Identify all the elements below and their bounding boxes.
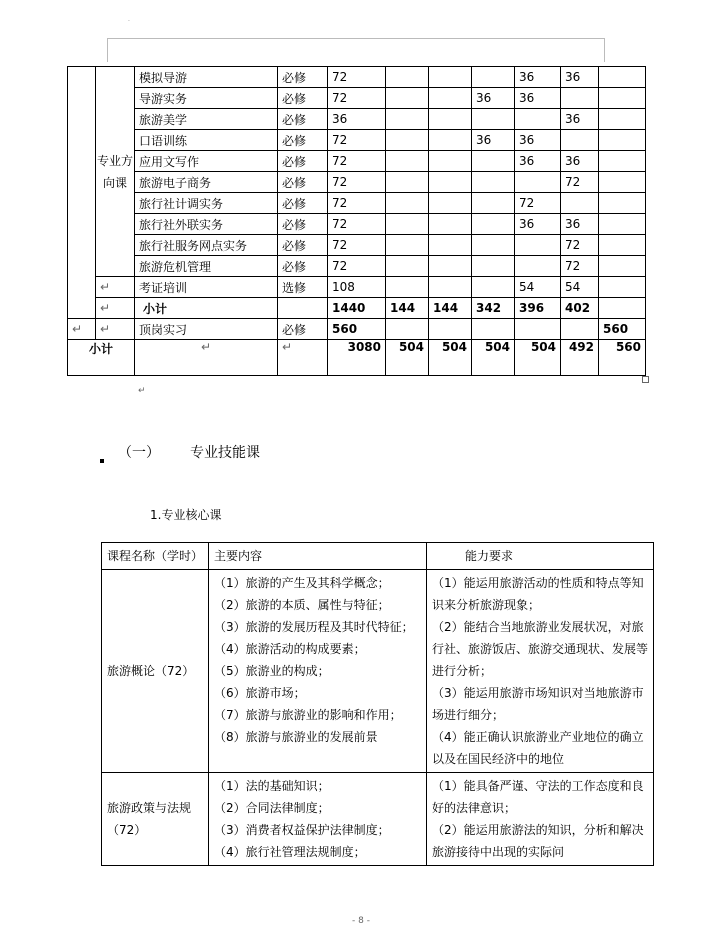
hours-cell: 36 [515, 88, 561, 109]
table-row [68, 109, 646, 130]
crop-mark-left [107, 38, 108, 62]
hours-cell: 560 [328, 319, 386, 340]
hours-cell [599, 193, 646, 214]
header-line [108, 38, 604, 39]
hours-cell: 72 [328, 88, 386, 109]
hours-cell: 72 [328, 214, 386, 235]
hours-cell: 72 [561, 256, 599, 277]
hours-cell [429, 172, 472, 193]
hours-cell: 36 [561, 214, 599, 235]
table-row [68, 256, 646, 277]
hours-cell: 72 [328, 67, 386, 88]
hours-cell: 36 [515, 214, 561, 235]
hours-cell [386, 193, 429, 214]
cell-mark: ↵ [135, 340, 278, 376]
hours-cell [472, 235, 515, 256]
subtotal-label: 小计 [135, 298, 278, 319]
curriculum-hours-table [67, 66, 646, 376]
cell-line: （2）能结合当地旅游业发展状况，对旅行社、旅游饭店、旅游交通现状、发展等进行分析； [432, 620, 649, 678]
hours-cell [386, 130, 429, 151]
hours-cell [429, 151, 472, 172]
course-type-cell: 必修 [278, 235, 328, 256]
cell-line: （1）法的基础知识； [214, 779, 330, 793]
category-cell: 专业方向课 [96, 67, 135, 277]
course-content [209, 773, 427, 866]
course-name-cell: 模拟导游 [135, 67, 278, 88]
hours-cell [472, 214, 515, 235]
crop-mark-right [604, 38, 605, 62]
table-row [68, 214, 646, 235]
hours-cell [386, 172, 429, 193]
cell-line: （4）旅游活动的构成要素； [214, 642, 366, 656]
cell-line: （4）旅行社管理法规制度； [214, 845, 366, 859]
course-type-cell: 必修 [278, 319, 328, 340]
hours-cell: 36 [561, 67, 599, 88]
course-content [209, 570, 427, 773]
cell-line: （1）能具备严谨、守法的工作态度和良好的法律意识； [432, 779, 644, 815]
paragraph-bullet [100, 459, 104, 463]
cell-mark: ↵ [278, 340, 328, 376]
hours-cell [429, 193, 472, 214]
cell-line: （6）旅游市场； [214, 686, 306, 700]
hours-cell [386, 214, 429, 235]
hours-cell: 36 [561, 109, 599, 130]
hours-cell [472, 277, 515, 298]
hours-cell [386, 319, 429, 340]
course-type-cell: 必修 [278, 214, 328, 235]
course-ability [427, 570, 654, 773]
table-header-row [102, 543, 654, 570]
course-type-cell: 必修 [278, 193, 328, 214]
hours-cell: 36 [515, 151, 561, 172]
section-title: 专业技能课 [190, 445, 260, 461]
course-name-cell: 旅游美学 [135, 109, 278, 130]
hours-cell [515, 172, 561, 193]
hours-cell: 36 [515, 67, 561, 88]
hours-cell [429, 319, 472, 340]
hours-cell [599, 172, 646, 193]
hours-cell [429, 277, 472, 298]
hours-cell [472, 256, 515, 277]
course-type-cell: 必修 [278, 67, 328, 88]
course-name-cell: 旅行社外联实务 [135, 214, 278, 235]
hours-cell: 560 [599, 319, 646, 340]
cell-mark: ↵ [96, 319, 135, 340]
core-courses-table [101, 542, 654, 866]
course-type-cell: 必修 [278, 172, 328, 193]
course-name-cell: 口语训练 [135, 130, 278, 151]
hours-cell [561, 319, 599, 340]
hours-cell: 402 [561, 298, 599, 319]
hours-cell [429, 130, 472, 151]
course-type-cell: 选修 [278, 277, 328, 298]
page-number: - 8 - [352, 916, 370, 926]
hours-cell: 1440 [328, 298, 386, 319]
hours-cell: 72 [515, 193, 561, 214]
table-row [68, 193, 646, 214]
hours-cell [599, 151, 646, 172]
hours-cell: 504 [472, 340, 515, 376]
hours-cell [561, 88, 599, 109]
course-name-cell: 旅游电子商务 [135, 172, 278, 193]
hours-cell: 396 [515, 298, 561, 319]
hours-cell: 144 [429, 298, 472, 319]
hours-cell: 342 [472, 298, 515, 319]
hours-cell: 72 [328, 130, 386, 151]
cell-line: （2）合同法律制度； [214, 801, 330, 815]
hours-cell: 54 [515, 277, 561, 298]
header-course-name: 课程名称（学时） [102, 543, 209, 570]
grand-total-label: 小计 [68, 340, 135, 376]
hours-cell: 54 [561, 277, 599, 298]
hours-cell: 36 [515, 130, 561, 151]
cell-line: （2）能运用旅游法的知识，分析和解决旅游接待中出现的实际问 [432, 823, 644, 859]
header-mark: · [128, 18, 130, 25]
hours-cell [429, 88, 472, 109]
grand-total-row [68, 340, 646, 376]
hours-cell: 36 [472, 88, 515, 109]
course-type-cell [278, 298, 328, 319]
section-number: （一） [118, 445, 160, 461]
hours-cell: 504 [515, 340, 561, 376]
hours-cell [599, 214, 646, 235]
course-type-cell: 必修 [278, 88, 328, 109]
hours-cell: 72 [328, 151, 386, 172]
hours-cell: 72 [328, 172, 386, 193]
hours-cell [599, 67, 646, 88]
hours-cell [599, 88, 646, 109]
cell-mark: ↵ [68, 319, 96, 340]
cell-line: （1）旅游的产生及其科学概念； [214, 576, 390, 590]
table-row [68, 319, 646, 340]
hours-cell: 560 [599, 340, 646, 376]
cell-line: （3）旅游的发展历程及其时代特征； [214, 620, 414, 634]
course-type-cell: 必修 [278, 130, 328, 151]
subtotal-row [68, 298, 646, 319]
hours-cell: 504 [386, 340, 429, 376]
table-row [68, 130, 646, 151]
cell-line: （4）能正确认识旅游业产业地位的确立以及在国民经济中的地位 [432, 730, 644, 766]
hours-cell [515, 319, 561, 340]
course-type-cell: 必修 [278, 256, 328, 277]
table-row [68, 235, 646, 256]
course-type-cell: 必修 [278, 109, 328, 130]
cell-line: （5）旅游业的构成； [214, 664, 330, 678]
cell-line: （7）旅游与旅游业的影响和作用； [214, 708, 402, 722]
hours-cell: 72 [328, 235, 386, 256]
hours-cell [429, 235, 472, 256]
course-name-cell: 旅行社服务网点实务 [135, 235, 278, 256]
table-resize-handle[interactable] [642, 376, 649, 383]
hours-cell [472, 109, 515, 130]
hours-cell: 36 [328, 109, 386, 130]
course-name-cell: 旅行社计调实务 [135, 193, 278, 214]
hours-cell: 108 [328, 277, 386, 298]
course-name: 旅游政策与法规（72） [102, 773, 209, 866]
hours-cell [561, 193, 599, 214]
hours-cell: 504 [429, 340, 472, 376]
cell-line: （3）消费者权益保护法律制度； [214, 823, 390, 837]
course-name-cell: 旅游危机管理 [135, 256, 278, 277]
section-heading [118, 442, 260, 462]
course-name: 旅游概论（72） [102, 570, 209, 773]
hours-cell: 492 [561, 340, 599, 376]
hours-cell [386, 151, 429, 172]
cell-mark: ↵ [96, 298, 135, 319]
hours-cell [472, 67, 515, 88]
cell-line: （1）能运用旅游活动的性质和特点等知识来分析旅游现象； [432, 576, 644, 612]
hours-cell [472, 319, 515, 340]
hours-cell: 144 [386, 298, 429, 319]
header-content: 主要内容 [209, 543, 427, 570]
course-ability [427, 773, 654, 866]
course-name-cell: 顶岗实习 [135, 319, 278, 340]
table-row [68, 277, 646, 298]
hours-cell [599, 235, 646, 256]
course-name-cell: 考证培训 [135, 277, 278, 298]
hours-cell: 36 [561, 151, 599, 172]
table-row [68, 172, 646, 193]
course-type-cell: 必修 [278, 151, 328, 172]
hours-cell [429, 256, 472, 277]
hours-cell [599, 298, 646, 319]
cell-line: （8）旅游与旅游业的发展前景 [214, 730, 378, 744]
hours-cell: 72 [561, 235, 599, 256]
hours-cell [386, 277, 429, 298]
hours-cell [515, 109, 561, 130]
cell-mark: ↵ [96, 277, 135, 298]
hours-cell: 72 [328, 193, 386, 214]
hours-cell [386, 235, 429, 256]
hours-cell [472, 172, 515, 193]
paragraph-mark: ↵ [138, 386, 146, 396]
hours-cell [599, 130, 646, 151]
hours-cell [429, 109, 472, 130]
hours-cell [599, 109, 646, 130]
cell-line: （3）能运用旅游市场知识对当地旅游市场进行细分； [432, 686, 644, 722]
hours-cell [386, 109, 429, 130]
hours-cell [429, 67, 472, 88]
hours-cell: 3080 [328, 340, 386, 376]
hours-cell: 72 [561, 172, 599, 193]
course-name-cell: 导游实务 [135, 88, 278, 109]
hours-cell [599, 256, 646, 277]
category-spacer-cell [68, 67, 96, 319]
hours-cell [386, 88, 429, 109]
table-row [102, 773, 654, 866]
hours-cell [386, 256, 429, 277]
hours-cell [429, 214, 472, 235]
hours-cell: 36 [472, 130, 515, 151]
table-row [102, 570, 654, 773]
hours-cell [515, 256, 561, 277]
hours-cell [515, 235, 561, 256]
hours-cell [472, 193, 515, 214]
table-row [68, 67, 646, 88]
hours-cell: 72 [328, 256, 386, 277]
table-row [68, 151, 646, 172]
sub-heading: 1.专业核心课 [150, 508, 222, 522]
table-row [68, 88, 646, 109]
cell-line: （2）旅游的本质、属性与特征； [214, 598, 390, 612]
hours-cell [386, 67, 429, 88]
hours-cell [561, 130, 599, 151]
course-name-cell: 应用文写作 [135, 151, 278, 172]
hours-cell [472, 151, 515, 172]
hours-cell [599, 277, 646, 298]
header-ability: 能力要求 [427, 543, 654, 570]
